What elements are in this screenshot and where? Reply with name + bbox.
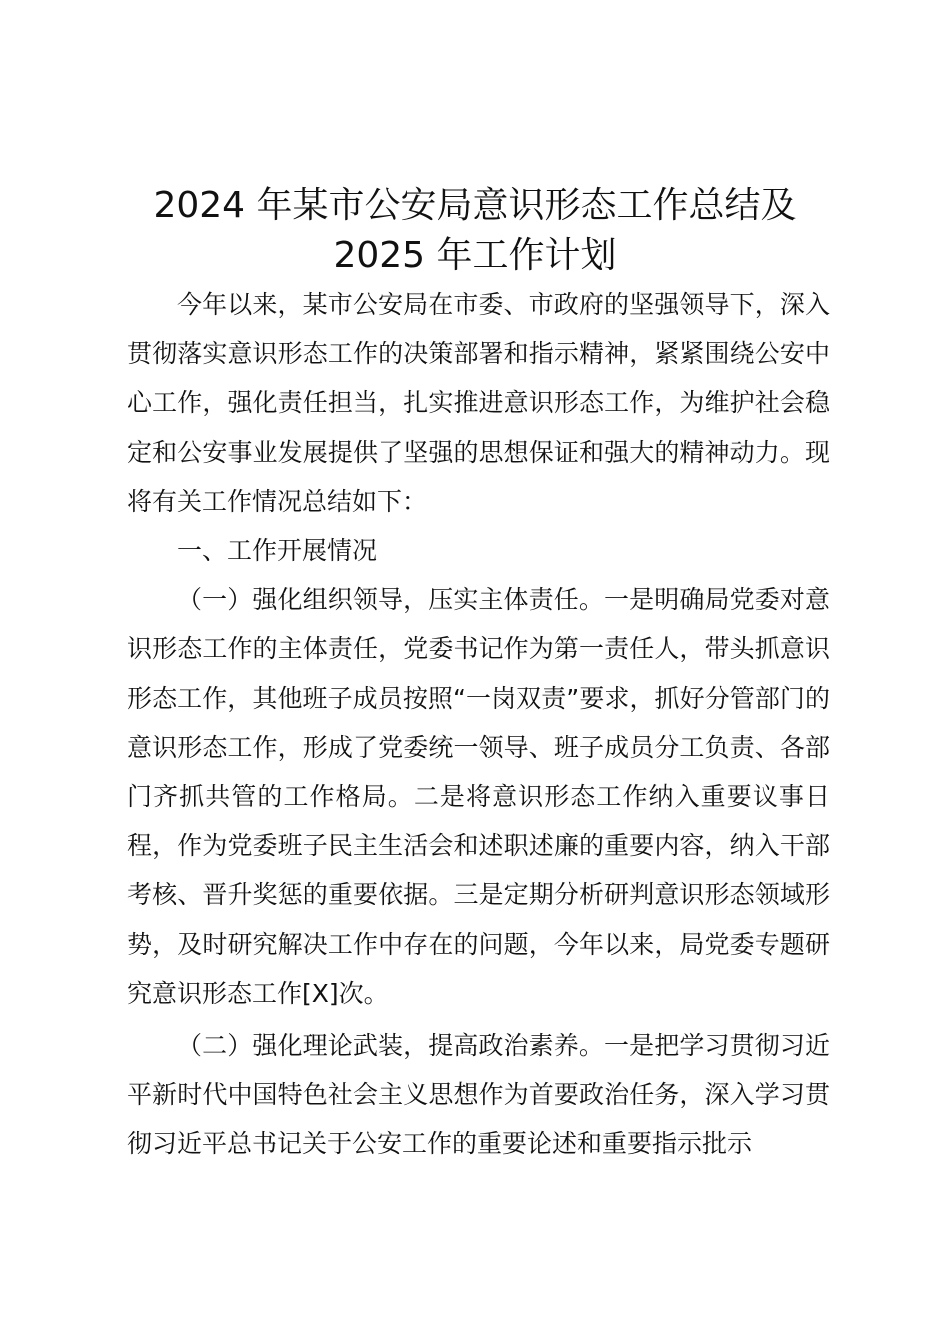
document-title-line-1: 2024 年某市公安局意识形态工作总结及	[153, 185, 797, 226]
document-body	[127, 280, 830, 1169]
subsection-paragraph-2: （二）强化理论武装，提高政治素养。一是把学习贯彻习近平新时代中国特色社会主义思想作为首要政治任务，深入学习贯彻习近平总书记关于公安工作的重要论述和重要指示批示	[127, 1031, 830, 1159]
subsection-paragraph-1: （一）强化组织领导，压实主体责任。一是明确局党委对意识形态工作的主体责任，党委书记作为第一责任人，带头抓意识形态工作，其他班子成员按照“一岗双责”要求，抓好分管部门的意识形态工作，形成了党委统一领导、班子成员分工负责、各部门齐抓共管的工作格局。二是将意识形态工作纳入重要议事日程，作为党委班子民主生活会和述职述廉的重要内容，纳入干部考核、晋升奖惩的重要依据。三是定期分析研判意识形态领域形势，及时研究解决工作中存在的问题，今年以来，局党委专题研究意识形态工作[X]次。	[127, 585, 830, 1008]
intro-paragraph: 今年以来，某市公安局在市委、市政府的坚强领导下，深入贯彻落实意识形态工作的决策部署和指示精神，紧紧围绕公安中心工作，强化责任担当，扎实推进意识形态工作，为维护社会稳定和公安事业发展提供了坚强的思想保证和强大的精神动力。现将有关工作情况总结如下：	[127, 290, 830, 516]
section-heading: 一、工作开展情况	[177, 536, 378, 566]
document-title-line-2: 2025 年工作计划	[333, 235, 617, 276]
